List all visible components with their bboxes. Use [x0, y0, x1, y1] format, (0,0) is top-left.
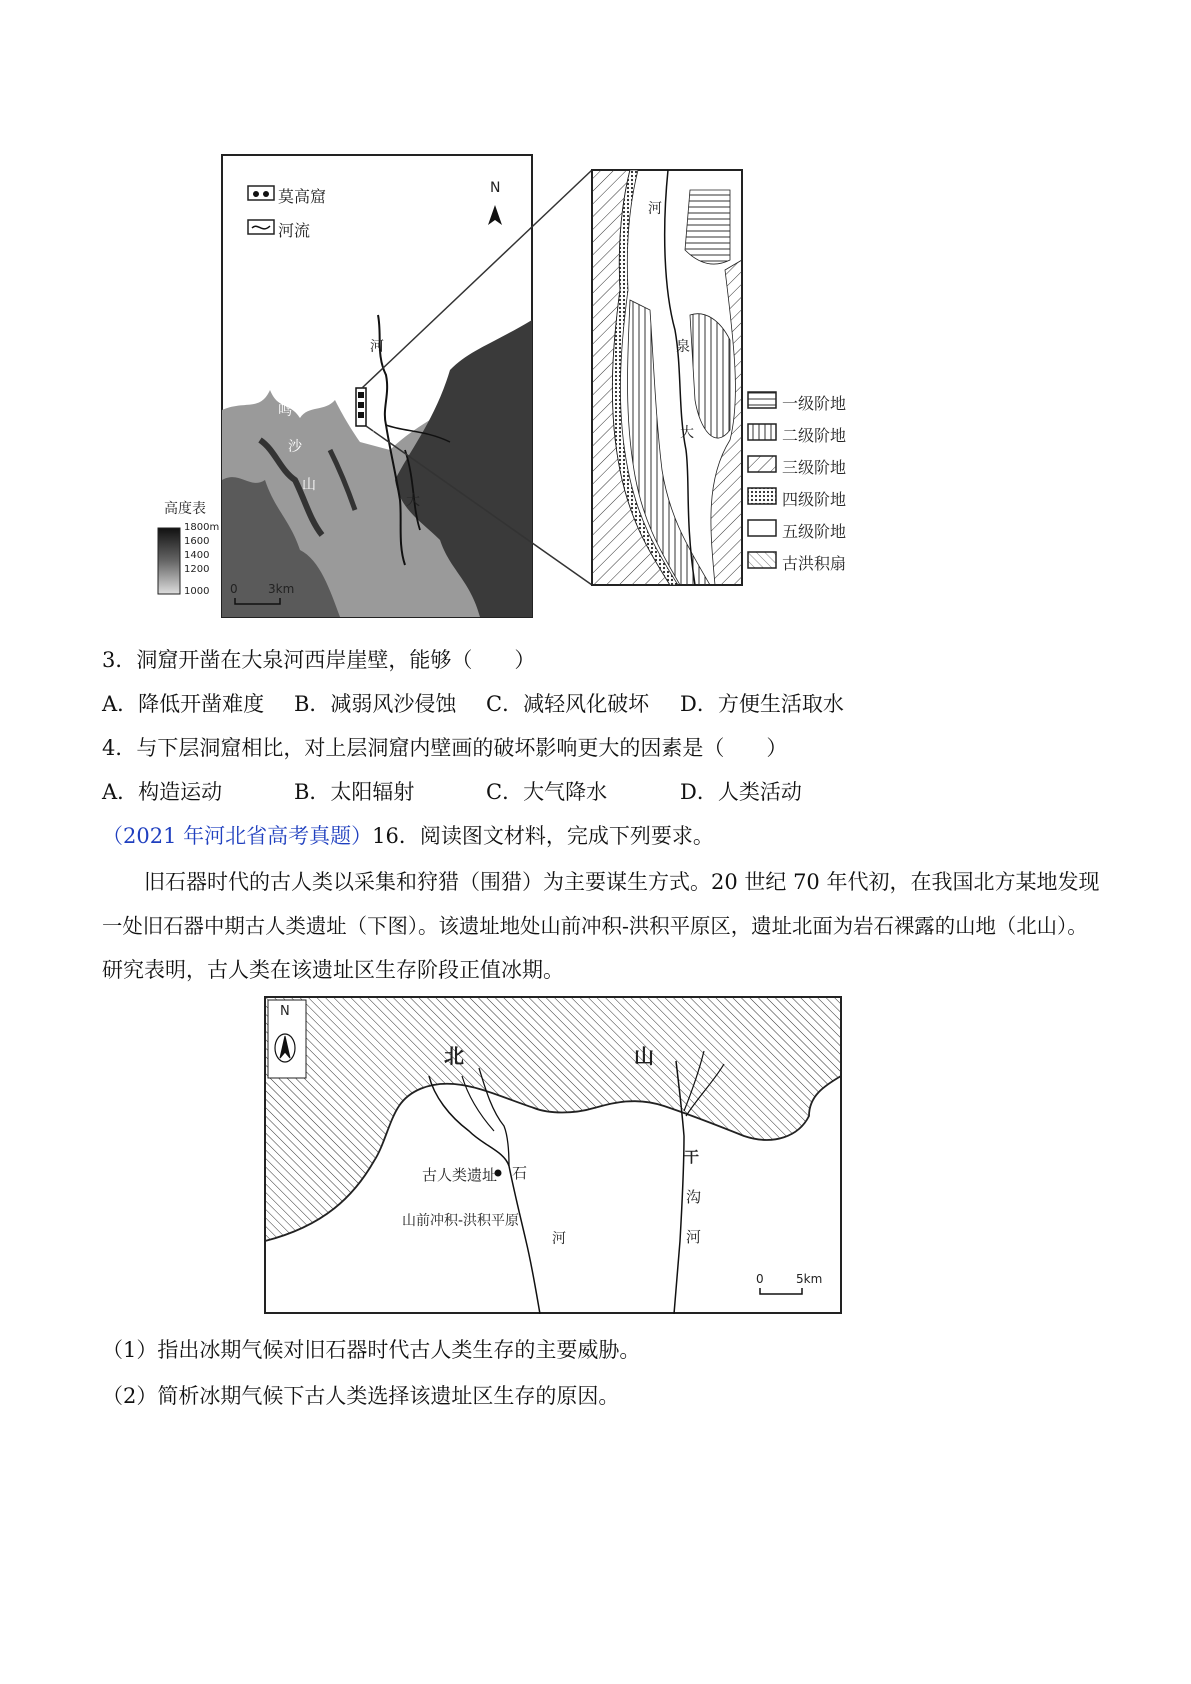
material-para-line: 一处旧石器中期古人类遗址（下图）。该遗址地处山前冲积-洪积平原区，遗址北面为岩石裸露的山地（北山）。 [102, 914, 1088, 938]
terrace-legend-label: 二级阶地 [782, 426, 847, 445]
river-legend-symbol [248, 220, 274, 234]
place-shan: 山 [302, 477, 316, 493]
elevation-title: 高度表 [164, 501, 206, 517]
legend-river-label: 河流 [278, 221, 311, 240]
site-map-graphic [264, 996, 842, 1314]
inset-label-he: 河 [648, 201, 662, 217]
scale-distance-label: 3km [268, 582, 295, 596]
label-gan: 干 [684, 1148, 700, 1166]
elevation-bar [158, 528, 180, 594]
elevation-tick: 1600 [184, 536, 210, 547]
figure-site-map [264, 996, 842, 1314]
mogao-map-graphic [150, 150, 890, 630]
scale-zero-2: 0 [756, 1272, 764, 1286]
question-16-title: 16．阅读图文材料，完成下列要求。 [372, 824, 714, 848]
option-d: D．方便生活取水 [680, 692, 844, 716]
label-bei: 北 [444, 1044, 464, 1068]
sub-question-2: （2）简析冰期气候下古人类选择该遗址区生存的原因。 [102, 1384, 620, 1408]
label-he-left: 河 [552, 1231, 566, 1247]
option-b: B．太阳辐射 [294, 780, 415, 804]
north-label: N [490, 180, 501, 196]
question-source: （2021 年河北省高考真题） [102, 824, 373, 848]
option-c: C．减轻风化破坏 [486, 692, 650, 716]
terrace-legend-label: 一级阶地 [782, 394, 847, 413]
label-plain: 山前冲积-洪积平原 [402, 1213, 520, 1229]
question-16-heading [102, 822, 714, 850]
label-he-right: 河 [686, 1228, 702, 1246]
terrace-legend-label: 三级阶地 [782, 458, 847, 477]
label-site: 古人类遗址 [422, 1166, 498, 1184]
inset-label-da: 大 [680, 425, 694, 441]
place-da: 大 [406, 493, 420, 509]
sub-question-1: （1）指出冰期气候对旧石器时代古人类生存的主要威胁。 [102, 1338, 641, 1362]
elevation-tick: 1200 [184, 564, 210, 575]
place-ming: 鸣 [278, 403, 292, 419]
label-shi: 石 [512, 1164, 528, 1182]
north-label-2: N [280, 1004, 290, 1019]
scale-distance-2: 5km [796, 1272, 823, 1286]
question-4-stem: 4．与下层洞窟相比，对上层洞窟内壁画的破坏影响更大的因素是（ ） [102, 736, 788, 760]
legend-caves-label: 莫高窟 [278, 187, 327, 206]
scale-zero-label: 0 [230, 582, 238, 596]
label-shan: 山 [634, 1044, 654, 1068]
elevation-tick: 1000 [184, 586, 210, 597]
place-sha: 沙 [288, 439, 302, 455]
terrace-legend-label: 五级阶地 [782, 522, 847, 541]
elevation-tick: 1400 [184, 550, 210, 561]
option-a: A．降低开凿难度 [102, 692, 265, 716]
inset-label-quan: 泉 [676, 339, 690, 355]
figure-mogao-map [150, 150, 890, 630]
question-3-stem: 3．洞窟开凿在大泉河西岸崖壁，能够（ ） [102, 648, 536, 672]
terrace-legend-label: 古洪积扇 [782, 554, 847, 573]
place-quan: 泉 [372, 419, 386, 435]
material-para-line: 研究表明，古人类在该遗址区生存阶段正值冰期。 [102, 958, 564, 982]
label-gou: 沟 [686, 1188, 702, 1206]
caves-legend-symbol [248, 186, 274, 200]
option-c: C．大气降水 [486, 780, 608, 804]
elevation-tick: 1800m [184, 522, 220, 533]
option-b: B．减弱风沙侵蚀 [294, 692, 457, 716]
option-a: A．构造运动 [102, 780, 223, 804]
material-para-line: 旧石器时代的古人类以采集和狩猎（围猎）为主要谋生方式。20 世纪 70 年代初，在我国北方某地发现 [144, 870, 1100, 894]
terrace-legend-label: 四级阶地 [782, 490, 847, 509]
place-he: 河 [370, 339, 384, 355]
option-d: D．人类活动 [680, 780, 802, 804]
